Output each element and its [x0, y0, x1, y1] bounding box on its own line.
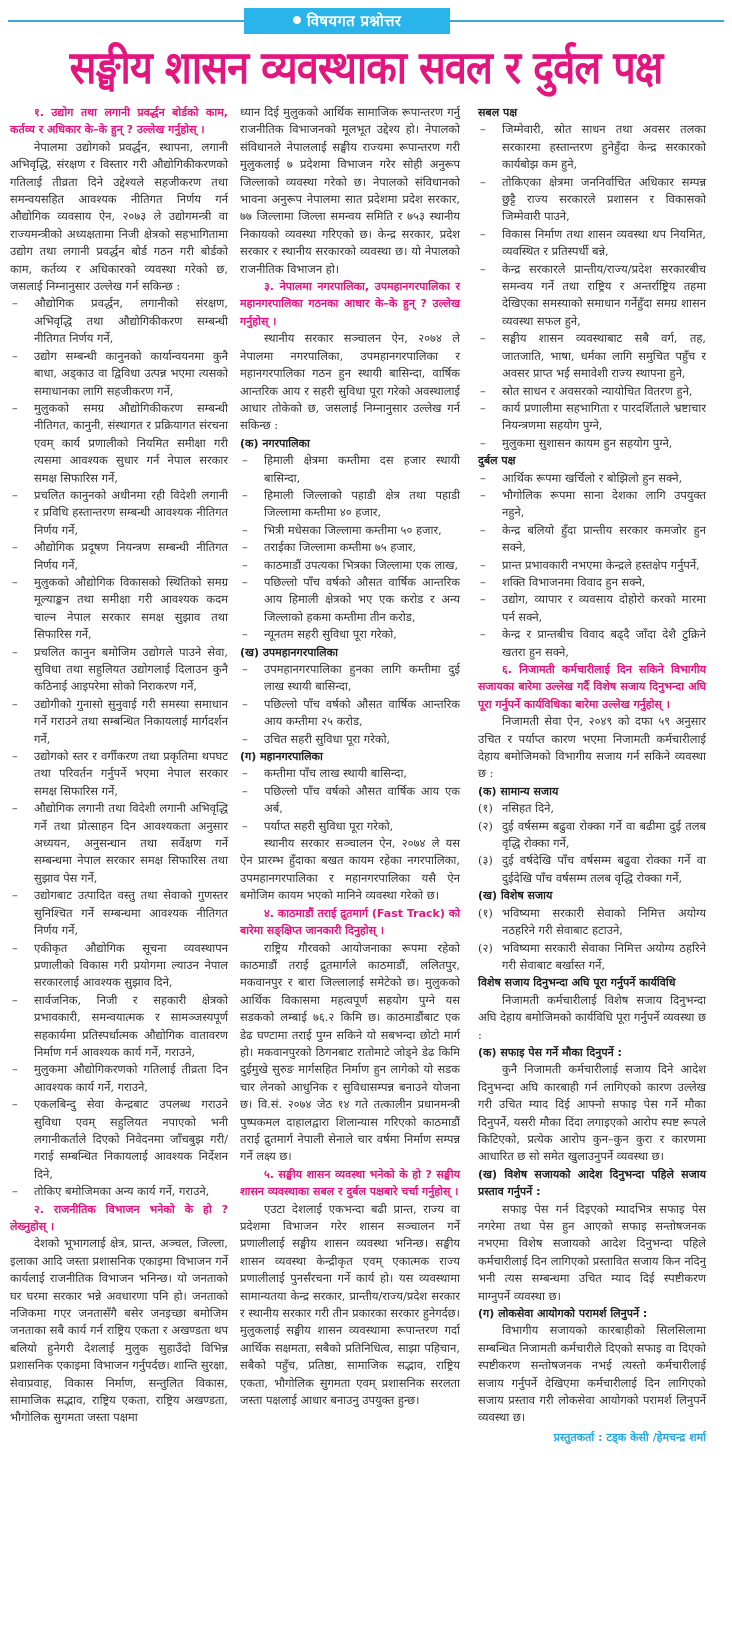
list-item: – उद्योगबाट उत्पादित वस्तु तथा सेवाको गुणस्तर सुनिश्चित गर्ने सम्बन्धमा आवश्यक नीतिगत निर्णय गर्ने,	[10, 887, 228, 939]
list-item: – पछिल्लो पाँच वर्षको औसत वार्षिक आन्तरिक आय कम्तीमा २५ करोड,	[240, 696, 460, 731]
list-item	[478, 940, 706, 975]
list-item	[478, 818, 706, 853]
list-item: – उद्योगको स्तर र वर्गीकरण तथा प्रकृतिमा थपघट तथा परिवर्तन गर्नुपर्ने भएमा नेपाल सरकार समक्ष सिफारिस गर्ने,	[10, 748, 228, 800]
list-item	[478, 852, 706, 887]
item-text: भविष्यमा सरकारी सेवाका निमित्त अयोग्य ठहरिने गरी सेवाबाट बर्खास्त गर्ने,	[502, 940, 706, 972]
step-heading: (ग) लोकसेवा आयोगको परामर्श लिनुपर्ने :	[478, 1307, 648, 1321]
q2-answer-part2: ध्यान दिई मुलुकको आर्थिक सामाजिक रूपान्तरण गर्नु राजनीतिक विभाजनको मूलभूत उद्देश्य हो। नेपालको संविधानले नेपाललाई सङ्घीय राज्यमा रूपान्तरण गरी मुलुकलाई ७ प्रदेशमा विभाजन गरेर सोही अनुरूप जिल्लाको व्यवस्था गरेको छ। नेपालको संविधानको भावना अनुरूप नेपालमा सात प्रदेशमा प्रदेश सरकार, ७७ जिल्लामा जिल्ला समन्वय समिति र ७५३ स्थानीय निकायको व्यवस्था गरिएको छ। केन्द्र सरकार, प्रदेश सरकार र स्थानीय सरकारको व्यवस्था छ। यो नेपालको राजनीतिक विभाजन हो।	[240, 105, 460, 276]
q4-answer: राष्ट्रिय गौरवको आयोजनाका रूपमा रहेको काठमाडौं तराई द्रुतमार्गले काठमाडौं, ललितपुर, मकवानपुर र बारा जिल्लालाई समेटेको छ। मुलुकको आर्थिक विकासमा महत्वपूर्ण सहयोग पुग्ने यस सडकको लम्बाई ७६.२ किमि छ। काठमाडौंबाट एक डेढ घण्टामा तराई पुग्न सकिने यो सबभन्दा छोटो मार्ग हो। मकवानपुरको ठिगनबाट रातोमाटे जोड्ने डेढ किमि दुईमुखे सुरुङ मार्गसहित निर्माण हुन लागेको यो सडक चार लेनको आधुनिक र सुविधासम्पन्न बनाउने योजना छ। वि.सं. २०७४ जेठ १४ गते तत्कालीन प्रधानमन्त्री पुष्पकमल दाहालद्वारा शिलान्यास गरिएको काठमाडौं तराई द्रुतमार्ग नेपाली सेनाले चार वर्षमा निर्माण सम्पन्न गर्ने लक्ष्य छ।	[240, 940, 460, 1164]
section-badge-label: विषयगत प्रश्नोत्तर	[306, 12, 402, 30]
step-heading: (ख) विशेष सजायको आदेश दिनुभन्दा पहिले सजाय प्रस्ताव गर्नुपर्ने :	[478, 1167, 706, 1199]
list-item: – मुलुकमा औद्योगिकरणको गतिलाई तीव्रता दिन आवश्यक कार्य गर्ने, गराउने,	[10, 1061, 228, 1096]
question-5: ५. सङ्घीय शासन व्यवस्था भनेको के हो ? सङ्घीय शासन व्यवस्थाका सबल र दुर्बल पक्षबारे चर्चा गर्नुहोस् ।	[240, 1167, 460, 1199]
column-middle	[240, 104, 460, 1409]
list-item: – औद्योगिक प्रदूषण नियन्त्रण सम्बन्धी नीतिगत निर्णय गर्ने,	[10, 539, 228, 574]
q3-list-mahanagarpalika	[240, 765, 460, 835]
q3-section-heading: (ख) उपमहानगरपालिका	[240, 645, 338, 659]
list-item: – सार्वजनिक, निजी र सहकारी क्षेत्रको प्रभावकारी, समन्वयात्मक र सामञ्जस्यपूर्ण सहकार्यमा प्रतिस्पर्धात्मक औद्योगिक वातावरण निर्माण गर्न आवश्यक कार्य गर्ने, गराउने,	[10, 992, 228, 1062]
item-text: दुई वर्षदेखि पाँच वर्षसम्म बढुवा रोक्का गर्ने वा दुईदेखि पाँच वर्षसम्म तलब वृद्धि रोक्का गर्ने,	[502, 853, 706, 885]
page-title: सङ्घीय शासन व्यवस्थाका सवल र दुर्वल पक्ष	[69, 41, 663, 94]
procedure-heading: विशेष सजाय दिनुभन्दा अघि पूरा गर्नुपर्ने कार्यविधि	[478, 976, 676, 990]
list-item: – उचित सहरी सुविधा पूरा गरेको,	[240, 731, 460, 748]
column-right	[478, 104, 706, 1446]
list-item: – एकलबिन्दु सेवा केन्द्रबाट उपलब्ध गराउने सुविधा एवम् सहुलियत नपाएको भनी लगानीकर्ताले दिएको निवेदनमा जाँचबुझ गरी/गराई सम्बन्धित निकायलाई आवश्यक निर्देशन दिने,	[10, 1096, 228, 1183]
weak-points-heading: दुर्बल पक्ष	[478, 454, 516, 468]
question-4: ४. काठमाडौं तराई द्रुतमार्ग (Fast Track) को बारेमा सङ्क्षिप्त जानकारी दिनुहोस् ।	[240, 906, 460, 938]
list-item: – न्यूनतम सहरी सुविधा पूरा गरेको,	[240, 626, 460, 643]
q3-list-nagarpalika	[240, 452, 460, 643]
question-6: ६. निजामती कर्मचारीलाई दिन सकिने विभागीय सजायका बारेमा उल्लेख गर्दै विशेष सजाय दिनुभन्दा अघि पूरा गर्नुपर्ने कार्यविधिका बारेमा उल्लेख गर्नुहोस् ।	[478, 663, 706, 711]
author-byline: प्रस्तुतकर्ता : टड्क केसी /हेमचन्द्र शर्मा	[553, 1430, 706, 1444]
list-item: – उद्योग, व्यापार र व्यवसाय दोहोरो करको मारमा पर्न सक्ने,	[478, 591, 706, 626]
list-item: – विकास निर्माण तथा शासन व्यवस्था थप नियमित, व्यवस्थित र प्रतिस्पर्धी बन्ने,	[478, 226, 706, 261]
list-item: – पर्याप्त सहरी सुविधा पूरा गरेको,	[240, 818, 460, 835]
strong-points-heading: सबल पक्ष	[478, 106, 518, 119]
list-item: – पछिल्लो पाँच वर्षको औसत वार्षिक आय एक अर्ब,	[240, 783, 460, 818]
list-item: – मुलुकको औद्योगिक विकासको स्थितिको समग्र मूल्याङ्कन तथा समीक्षा गरी आवश्यक कदम चाल्न नेपाल सरकार समक्ष सुझाव तथा सिफारिस गर्ने,	[10, 574, 228, 644]
list-item: – सङ्घीय शासन व्यवस्थाबाट सबै वर्ग, तह, जातजाति, भाषा, धर्मका लागि समुचित पहुँच र अवसर प्राप्त भई समावेशी राज्य स्थापना हुने,	[478, 330, 706, 382]
q3-section-heading: (ग) महानगरपालिका	[240, 750, 323, 764]
item-number: (२)	[478, 940, 493, 955]
item-number: (१)	[478, 801, 493, 816]
q3-list-upamahanagarpalika	[240, 661, 460, 748]
special-punishment-heading: (ख) विशेष सजाय	[478, 889, 553, 903]
q2-answer-part1: देशको भूभागलाई क्षेत्र, प्रान्त, अञ्चल, जिल्ला, इलाका आदि जस्ता प्रशासनिक एकाइमा विभाजन गर्ने कार्यलाई राजनीतिक विभाजन भनिन्छ। यो जनताको घर घरमा सरकार भन्ने अवधारणा पनि हो। जनताको नजिकमा गएर जनतासँगै बसेर जनइच्छा बमोजिम जनताका सबै कार्य गर्न राष्ट्रिय एकता र अखण्डता थप बलियो हुनेगरी देशलाई मुलुक सुहाउँदो विभिन्न प्रशासनिक एकाइमा विभाजन गर्नुपर्दछ। शान्ति सुरक्षा, सेवाप्रवाह, विकास निर्माण, सन्तुलित विकास, सामाजिक सद्भाव, राष्ट्रिय एकता, राष्ट्रिय अखण्डता, भौगोलिक सुगमता जस्ता पक्षमा	[10, 1236, 228, 1425]
q5-answer: एउटा देशलाई एकभन्दा बढी प्रान्त, राज्य वा प्रदेशमा विभाजन गरेर शासन सञ्चालन गर्ने प्रणालीलाई सङ्घीय शासन व्यवस्था भनिन्छ। सङ्घीय शासन व्यवस्था केन्द्रीकृत एवम् एकात्मक राज्य प्रणालीलाई पुनर्संरचना गर्ने कार्य हो। यस व्यवस्थामा सामान्यतया केन्द्र सरकार, प्रान्तीय/राज्य/प्रदेश सरकार र स्थानीय सरकार गरी तीन प्रकारका सरकार हुनेगर्दछ। मुलुकलाई सङ्घीय शासन व्यवस्थामा रूपान्तरण गर्दा आर्थिक सक्षमता, सबैको प्रतिनिधित्व, साझा पहिचान, सबैको पहुँच, प्रतिष्ठा, सामाजिक सद्भाव, राष्ट्रिय एकता, भौगोलिक सुगमता एवम् प्रशासनिक सरलता जस्ता पक्षलाई आधार बनाउनु उपयुक्त हुन्छ।	[240, 1201, 460, 1408]
step-text: सफाइ पेस गर्न दिइएको म्यादभित्र सफाइ पेस नगरेमा तथा पेस हुन आएको सफाइ सन्तोषजनक नभएमा विशेष सजायको आदेश दिनुभन्दा पहिले कर्मचारीलाई दिन लागिएको प्रस्तावित सजाय किन नदिनु भनी त्यस सम्बन्धमा उचित म्याद दिई स्पष्टीकरण माग्नुपर्ने व्यवस्था छ।	[478, 1201, 706, 1303]
general-punishment-heading: (क) सामान्य सजाय	[478, 784, 559, 798]
list-item: – तोकिए बमोजिमका अन्य कार्य गर्ने, गराउने,	[10, 1183, 228, 1200]
list-item: – कम्तीमा पाँच लाख स्थायी बासिन्दा,	[240, 765, 460, 782]
q3-intro: स्थानीय सरकार सञ्चालन ऐन, २०७४ ले नेपालमा नगरपालिका, उपमहानगरपालिका र महानगरपालिका गठन हुन स्थायी बासिन्दा, वार्षिक आन्तरिक आय र सहरी सुविधा पूरा गरेको अवस्थालाई आधार तोकेको छ, जसलाई निम्नानुसार उल्लेख गर्न सकिन्छ :	[240, 331, 460, 433]
question-2: २. राजनीतिक विभाजन भनेको के हो ? लेख्नुहोस् ।	[10, 1202, 228, 1233]
column-left	[10, 104, 228, 1427]
weak-points-list	[478, 470, 706, 661]
list-item: – भौगोलिक रूपमा साना देशका लागि उपयुक्त नहुने,	[478, 487, 706, 522]
list-item: – शक्ति विभाजनमा विवाद हुन सक्ने,	[478, 574, 706, 591]
q6-intro: निजामती सेवा ऐन, २०४९ को दफा ५९ अनुसार उचित र पर्याप्त कारण भएमा निजामती कर्मचारीलाई देहाय बमोजिमको विभागीय सजाय गर्न सकिने व्यवस्था छ :	[478, 714, 706, 781]
general-punishment-list	[478, 800, 706, 887]
item-text: नसिहत दिने,	[502, 801, 555, 816]
item-number: (३)	[478, 853, 493, 868]
strong-points-list	[478, 121, 706, 452]
step-text: कुनै निजामती कर्मचारीलाई सजाय दिने आदेश दिनुभन्दा अघि कारबाही गर्न लागिएको कारण उल्लेख गरी उचित म्याद दिई आफ्नो सफाइ पेस गर्ने मौका दिनुपर्ने, यसरी मौका दिंदा लगाइएको आरोप स्पष्ट रूपले किटिएको, प्रत्येक आरोप कुन–कुन कुरा र कारणमा आधारित छ सो समेत खुलाउनुपर्ने व्यवस्था छ।	[478, 1062, 706, 1164]
list-item: – उपमहानगरपालिका हुनका लागि कम्तीमा दुई लाख स्थायी बासिन्दा,	[240, 661, 460, 696]
list-item	[478, 800, 706, 817]
list-item	[478, 905, 706, 940]
q1-intro: नेपालमा उद्योगको प्रवर्द्धन, स्थापना, लगानी अभिवृद्धि, संरक्षण र विस्तार गरी औद्योगिकीकरणको गतिलाई तीव्रता दिने उद्देश्यले सहजीकरण तथा समन्वयसहित आवश्यक नीतिगत निर्णय गर्न औद्योगिक व्यवसाय ऐन, २०७३ ले उद्योगमन्त्री वा राज्यमन्त्रीको अध्यक्षतामा निजी क्षेत्रको सहभागितामा उद्योग तथा लगानी प्रवर्द्धन बोर्ड गठन गरी बोर्डको काम, कर्तव्य र अधिकारको व्यवस्था गरेको छ, जसलाई निम्नानुसार उल्लेख गर्न सकिन्छ :	[10, 139, 228, 294]
list-item: – कार्य प्रणालीमा सहभागिता र पारदर्शिताले भ्रष्टाचार नियन्त्रणमा सहयोग पुग्ने,	[478, 400, 706, 435]
q3-closing: स्थानीय सरकार सञ्चालन ऐन, २०७४ ले यस ऐन प्रारम्भ हुँदाका बखत कायम रहेका नगरपालिका, उपमहानगरपालिका र महानगरपालिका यसै ऐन बमोजिम कायम भएको मानिने व्यवस्था गरेको छ।	[240, 836, 460, 903]
list-item: – औद्योगिक प्रवर्द्धन, लगानीको संरक्षण, अभिवृद्धि तथा औद्योगिकीकरण सम्बन्धी नीतिगत निर्णय गर्ने,	[10, 295, 228, 347]
list-item: – काठमाडौं उपत्यका भित्रका जिल्लामा एक लाख,	[240, 557, 460, 574]
list-item: – मुलुकको समग्र औद्योगिकीकरण सम्बन्धी नीतिगत, कानुनी, संस्थागत र प्रक्रियागत संरचना एवम् कार्य प्रणालीको नियमित समीक्षा गरी त्यसमा आवश्यक सुधार गर्न नेपाल सरकार समक्ष सिफारिस गर्ने,	[10, 400, 228, 487]
list-item: – केन्द्र बलियो हुँदा प्रान्तीय सरकार कमजोर हुन सक्ने,	[478, 522, 706, 557]
list-item: – केन्द्र सरकारले प्रान्तीय/राज्य/प्रदेश सरकारबीच समन्वय गर्ने तथा राष्ट्रिय र अन्तर्राष्ट्रिय तहमा देखिएका समस्याको समाधान गर्नेहुँदा समग्र शासन व्यवस्था सफल हुने,	[478, 261, 706, 331]
step-heading: (क) सफाइ पेस गर्ने मौका दिनुपर्ने :	[478, 1045, 622, 1059]
list-item: – प्रान्त प्रभावकारी नभएमा केन्द्रले हस्तक्षेप गर्नुपर्ने,	[478, 557, 706, 574]
list-item: – तोकिएका क्षेत्रमा जननिर्वाचित अधिकार सम्पन्न छुट्टै राज्य सरकारले प्रशासन र विकासको जिम्मेवारी पाउने,	[478, 174, 706, 226]
list-item: – पछिल्लो पाँच वर्षको औसत वार्षिक आन्तरिक आय हिमाली क्षेत्रको भए एक करोड र अन्य जिल्लाको हकमा कम्तीमा तीन करोड,	[240, 574, 460, 626]
list-item: – स्रोत साधन र अवसरको न्यायोचित वितरण हुने,	[478, 383, 706, 400]
q1-list	[10, 295, 228, 1200]
list-item: – भित्री मधेसका जिल्लामा कम्तीमा ५० हजार,	[240, 522, 460, 539]
list-item: – केन्द्र र प्रान्तबीच विवाद बढ्दै जाँदा देशै टुक्रिने खतरा हुन सक्ने,	[478, 626, 706, 661]
list-item: – उद्योगीको गुनासो सुनुवाई गरी समस्या समाधान गर्ने गराउने तथा सम्बन्धित निकायलाई मार्गदर्शन गर्ने,	[10, 696, 228, 748]
question-1: १. उद्योग तथा लगानी प्रवर्द्धन बोर्डको काम, कर्तव्य र अधिकार के–के हुन् ? उल्लेख गर्नुहोस् ।	[10, 106, 228, 137]
item-number: (२)	[478, 818, 493, 833]
list-item: – तराईका जिल्लामा कम्तीमा ७५ हजार,	[240, 539, 460, 556]
list-item: – मुलुकमा सुशासन कायम हुन सहयोग पुग्ने,	[478, 435, 706, 452]
special-punishment-list	[478, 905, 706, 975]
item-number: (१)	[478, 905, 493, 920]
list-item: – आर्थिक रूपमा खर्चिलो र बोझिलो हुन सक्ने,	[478, 470, 706, 487]
list-item: – जिम्मेवारी, स्रोत साधन तथा अवसर तलका सरकारमा हस्तान्तरण हुनेहुँदा केन्द्र सरकारको कार्यबोझ कम हुने,	[478, 121, 706, 173]
list-item: – प्रचलित कानुनको अधीनमा रही विदेशी लगानी र प्रविधि हस्तान्तरण सम्बन्धी आवश्यक नीतिगत निर्णय गर्ने,	[10, 487, 228, 539]
step-text: विभागीय सजायको कारबाहीको सिलसिलामा सम्बन्धित निजामती कर्मचारीले दिएको सफाइ वा दिएको स्पष्टीकरण सन्तोषजनक नभई त्यस्तो कर्मचारीलाई सजाय गर्नुपर्ने देखिएमा कर्मचारीलाई दिन लागिएको सजाय प्रस्ताव गरी लोकसेवा आयोगको परामर्श लिनुपर्ने व्यवस्था छ।	[478, 1323, 706, 1425]
procedure-intro: निजामती कर्मचारीलाई विशेष सजाय दिनुभन्दा अघि देहाय बमोजिमको कार्यविधि पूरा गर्नुपर्ने व्यवस्था छ :	[478, 992, 706, 1042]
question-3: ३. नेपालमा नगरपालिका, उपमहानगरपालिका र महानगरपालिका गठनका आधार के–के हुन् ? उल्लेख गर्नुहोस् ।	[240, 280, 460, 328]
q3-section-heading: (क) नगरपालिका	[240, 436, 310, 450]
list-item: – हिमाली क्षेत्रमा कम्तीमा दस हजार स्थायी बासिन्दा,	[240, 452, 460, 487]
bullet-icon	[293, 16, 301, 24]
list-item: – उद्योग सम्बन्धी कानुनको कार्यान्वयनमा कुनै बाधा, अड्काउ वा द्विविधा उत्पन्न भएमा त्यसको समाधानका लागि सहजीकरण गर्ने,	[10, 348, 228, 400]
item-text: भविष्यमा सरकारी सेवाको निमित्त अयोग्य नठहरिने गरी सेवाबाट हटाउने,	[502, 905, 706, 938]
section-badge	[244, 8, 450, 34]
list-item: – प्रचलित कानुन बमोजिम उद्योगले पाउने सेवा, सुविधा तथा सहुलियत उद्योगलाई दिलाउन कुनै कठिनाई आइपरेमा सोको निराकरण गर्ने,	[10, 644, 228, 696]
list-item: – औद्योगिक लगानी तथा विदेशी लगानी अभिवृद्धि गर्ने तथा प्रोत्साहन दिन आवश्यकता अनुसार अध्ययन, अनुसन्धान तथा सर्वेक्षण गर्ने सम्बन्धमा नेपाल सरकार समक्ष सिफारिस तथा सुझाव पेस गर्ने,	[10, 800, 228, 887]
list-item: – एकीकृत औद्योगिक सूचना व्यवस्थापन प्रणालीको विकास गरी प्रयोगमा ल्याउन नेपाल सरकारलाई आवश्यक सुझाव दिने,	[10, 940, 228, 992]
item-text: दुई वर्षसम्म बढुवा रोक्का गर्ने वा बढीमा दुई तलब वृद्धि रोक्का गर्ने,	[502, 818, 706, 851]
list-item: – हिमाली जिल्लाको पहाडी क्षेत्र तथा पहाडी जिल्लामा कम्तीमा ४० हजार,	[240, 487, 460, 522]
